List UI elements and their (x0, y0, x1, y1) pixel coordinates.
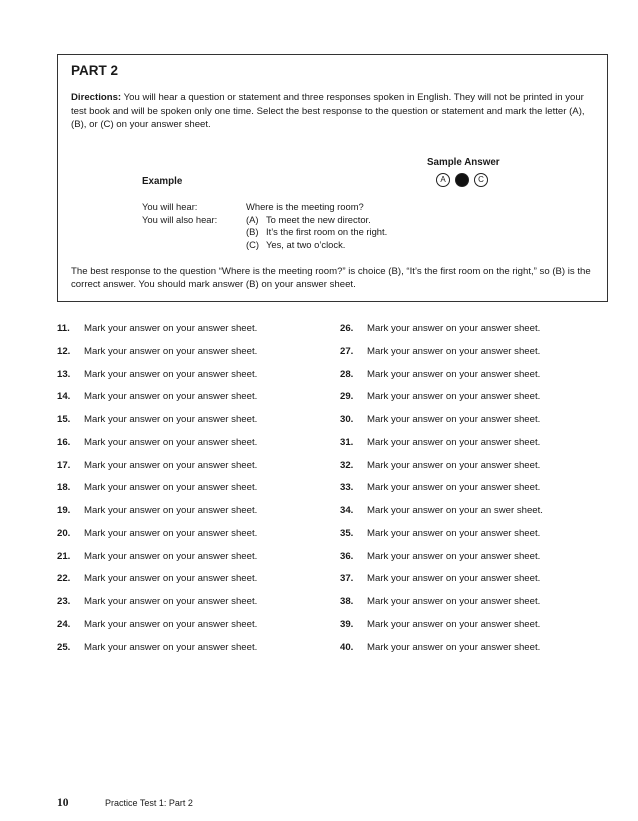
question-number: 30. (340, 414, 354, 425)
question-number: 23. (57, 596, 71, 607)
example-explanation: The best response to the question “Where is the meeting room?” is choice (B), “It’s the first room on the right,” so (B) is the correct answer. You should mark answer (B) on your answer sheet. (71, 266, 591, 291)
directions-label: Directions: (71, 92, 122, 103)
questions-column-left (57, 322, 347, 663)
question-number: 31. (340, 436, 354, 448)
question-number: 28. (340, 368, 354, 380)
option-key: (C) (246, 238, 260, 250)
example-label: Example (142, 176, 183, 187)
example-content-column (246, 201, 387, 251)
option-text: To meet the new director. (266, 213, 371, 225)
question-row (57, 436, 347, 459)
question-row (57, 368, 347, 391)
question-text: Mark your answer on your answer sheet. (367, 482, 541, 494)
question-text: Mark your answer on your answer sheet. (367, 527, 541, 539)
question-row (57, 413, 347, 436)
question-text: Mark your answer on your answer sheet. (367, 368, 541, 380)
question-row (340, 459, 630, 482)
example-question: Where is the meeting room? (246, 201, 364, 212)
example-option (246, 239, 387, 252)
option-key: (A) (246, 213, 259, 225)
question-row (340, 527, 630, 550)
directions-paragraph (71, 91, 591, 132)
example-option (246, 214, 387, 227)
question-text: Mark your answer on your answer sheet. (84, 618, 258, 630)
question-row (340, 618, 630, 641)
question-row (57, 322, 347, 345)
question-row (340, 322, 630, 345)
question-row (57, 390, 347, 413)
question-number: 19. (57, 505, 71, 516)
question-text: Mark your answer on your answer sheet. (367, 641, 541, 653)
question-row (340, 595, 630, 618)
question-text: Mark your answer on your answer sheet. (84, 345, 258, 357)
page-number: 10 (57, 797, 69, 809)
question-row (340, 436, 630, 459)
question-row (57, 550, 347, 573)
question-number: 27. (340, 345, 354, 357)
bubble-c: C (474, 173, 488, 187)
question-text: Mark your answer on your answer sheet. (367, 596, 541, 607)
question-row (340, 345, 630, 368)
question-text: Mark your answer on your answer sheet. (84, 436, 258, 448)
question-text: Mark your answer on your an swer sheet. (367, 505, 543, 516)
question-row (57, 618, 347, 641)
option-text: Yes, at two o’clock. (266, 238, 346, 250)
question-number: 18. (57, 482, 71, 494)
question-row (340, 413, 630, 436)
you-will-hear-label: You will hear: (142, 201, 198, 212)
question-number: 34. (340, 505, 354, 516)
question-text: Mark your answer on your answer sheet. (84, 482, 258, 494)
part-2-directions-box (57, 54, 608, 302)
question-text: Mark your answer on your answer sheet. (84, 596, 258, 607)
question-text: Mark your answer on your answer sheet. (84, 641, 258, 653)
question-number: 20. (57, 527, 71, 539)
question-text: Mark your answer on your answer sheet. (367, 618, 541, 630)
question-number: 29. (340, 391, 354, 403)
question-number: 35. (340, 527, 354, 539)
question-row (57, 572, 347, 595)
question-number: 25. (57, 641, 71, 653)
question-text: Mark your answer on your answer sheet. (84, 391, 258, 403)
question-text: Mark your answer on your answer sheet. (367, 459, 541, 471)
example-labels-column (142, 201, 217, 226)
question-row (340, 481, 630, 504)
question-number: 24. (57, 618, 71, 630)
question-text: Mark your answer on your answer sheet. (84, 550, 258, 562)
question-text: Mark your answer on your answer sheet. (84, 459, 258, 471)
question-row (340, 550, 630, 573)
part-title: PART 2 (71, 63, 119, 78)
question-number: 12. (57, 345, 71, 357)
question-number: 37. (340, 573, 354, 585)
question-text: Mark your answer on your answer sheet. (367, 391, 541, 403)
question-row (340, 504, 630, 527)
question-number: 33. (340, 482, 354, 494)
sample-answer-bubbles (436, 173, 488, 187)
question-text: Mark your answer on your answer sheet. (84, 323, 258, 334)
footer-section-title: Practice Test 1: Part 2 (105, 798, 193, 808)
bubble-a: A (436, 173, 450, 187)
directions-text: You will hear a question or statement and three responses spoken in English. They will not be printed in your test book and will be spoken only one time. Select the best response to the question or statement and mark the letter (A), (B), or (C) on your answer sheet. (71, 92, 585, 131)
question-row (57, 345, 347, 368)
question-number: 14. (57, 391, 71, 403)
question-text: Mark your answer on your answer sheet. (367, 323, 541, 334)
question-row (57, 595, 347, 618)
question-number: 11. (57, 323, 70, 334)
question-text: Mark your answer on your answer sheet. (367, 550, 541, 562)
question-text: Mark your answer on your answer sheet. (84, 573, 258, 585)
question-text: Mark your answer on your answer sheet. (367, 573, 541, 585)
question-number: 38. (340, 596, 354, 607)
question-row (340, 572, 630, 595)
question-text: Mark your answer on your answer sheet. (367, 436, 541, 448)
question-number: 21. (57, 550, 71, 562)
option-key: (B) (246, 226, 259, 237)
question-row (57, 641, 347, 664)
you-will-also-hear-label: You will also hear: (142, 213, 218, 225)
question-number: 13. (57, 368, 71, 380)
question-row (57, 459, 347, 482)
question-row (340, 368, 630, 391)
page-footer (57, 797, 193, 809)
question-text: Mark your answer on your answer sheet. (84, 368, 258, 380)
option-text: It’s the first room on the right. (266, 226, 388, 237)
question-text: Mark your answer on your answer sheet. (84, 414, 258, 425)
question-number: 32. (340, 459, 354, 471)
question-number: 22. (57, 573, 71, 585)
question-number: 17. (57, 459, 71, 471)
question-number: 39. (340, 618, 354, 630)
question-number: 26. (340, 323, 354, 334)
question-text: Mark your answer on your answer sheet. (367, 414, 541, 425)
question-row (340, 390, 630, 413)
question-number: 15. (57, 414, 71, 425)
question-text: Mark your answer on your answer sheet. (84, 527, 258, 539)
question-text: Mark your answer on your answer sheet. (84, 505, 258, 516)
questions-column-right (340, 322, 630, 663)
question-row (340, 641, 630, 664)
sample-answer-label: Sample Answer (427, 157, 500, 168)
question-number: 16. (57, 436, 71, 448)
question-row (57, 504, 347, 527)
question-number: 40. (340, 641, 354, 653)
question-row (57, 527, 347, 550)
question-text: Mark your answer on your answer sheet. (367, 345, 541, 357)
bubble-b-filled (455, 173, 469, 187)
question-row (57, 481, 347, 504)
question-number: 36. (340, 550, 354, 562)
example-option (246, 226, 387, 239)
